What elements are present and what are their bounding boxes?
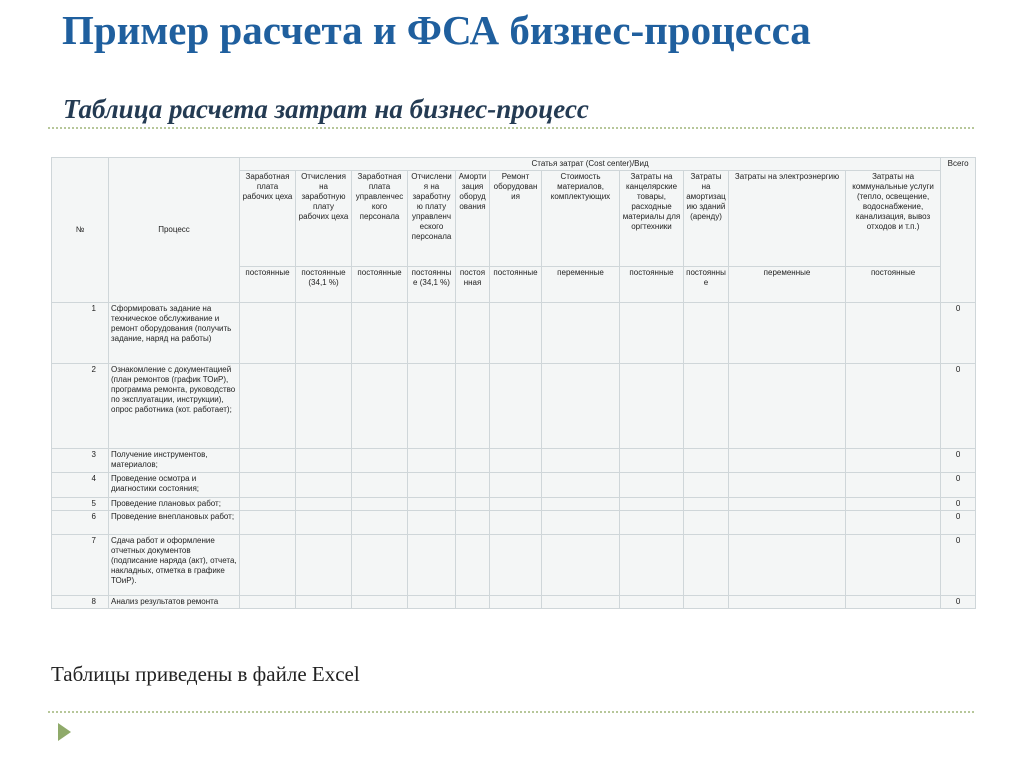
cost-cell [352,596,408,609]
cost-cell [352,473,408,498]
cost-cell [490,449,542,473]
row-process: Сдача работ и оформление отчетных документов (подписание наряда (акт), отчета, накладных, отметка в графике ТОиР). [109,535,240,596]
cost-cell [456,303,490,364]
cost-cell [408,303,456,364]
cost-cell [456,364,490,449]
cost-cell [729,364,846,449]
cost-cell [408,473,456,498]
cost-cell [490,364,542,449]
cost-cell [846,498,941,511]
cost-cell [620,511,684,535]
cost-column-type: постоянные [684,267,729,303]
cost-column-name: Затраты на электроэнергию [729,171,846,267]
cost-cell [240,364,296,449]
cost-cell [846,364,941,449]
row-total: 0 [941,596,976,609]
cost-cell [296,511,352,535]
row-total: 0 [941,364,976,449]
cost-cell [684,596,729,609]
row-number: 1 [52,303,109,364]
cost-cell [620,535,684,596]
cost-column-type: постоянные (34,1 %) [408,267,456,303]
table-row [52,511,976,535]
cost-column-name: Ремонт оборудования [490,171,542,267]
cost-cell [620,473,684,498]
cost-cell [684,303,729,364]
cost-cell [729,449,846,473]
cost-cell [542,473,620,498]
cost-column-name: Отчисления на заработную плату рабочих цеха [296,171,352,267]
cost-cell [240,498,296,511]
row-process: Сформировать задание на техническое обслуживание и ремонт оборудования (получить задание, наряд на работы) [109,303,240,364]
cost-cell [684,473,729,498]
cost-cell [296,303,352,364]
cost-column-type: постоянные (34,1 %) [296,267,352,303]
cost-cell [296,364,352,449]
header-num: № [52,158,109,303]
row-total: 0 [941,498,976,511]
cost-cell [620,303,684,364]
cost-cell [240,473,296,498]
row-number: 6 [52,511,109,535]
cost-cell [456,511,490,535]
cost-cell [620,596,684,609]
slide-title: Пример расчета и ФСА бизнес-процесса [62,7,811,53]
cost-cell [490,535,542,596]
cost-column-type: постоянные [240,267,296,303]
row-process: Ознакомление с документацией (план ремонтов (график ТОиР), программа ремонта, руководство по эксплуатации, инструкции), опрос работника (кот. работает); [109,364,240,449]
cost-cell [240,449,296,473]
table-row [52,473,976,498]
row-number: 2 [52,364,109,449]
cost-cell [542,449,620,473]
cost-cell [542,364,620,449]
cost-column-type: постоянные [490,267,542,303]
cost-cell [352,364,408,449]
cost-column-name: Заработная плата управленческого персонала [352,171,408,267]
cost-cell [240,535,296,596]
cost-cell [490,473,542,498]
row-number: 8 [52,596,109,609]
cost-cell [240,596,296,609]
cost-cell [456,596,490,609]
cost-cell [296,596,352,609]
row-total: 0 [941,473,976,498]
cost-cell [490,498,542,511]
cost-cell [296,449,352,473]
cost-cell [620,498,684,511]
cost-cell [542,498,620,511]
cost-cell [729,535,846,596]
cost-cell [542,535,620,596]
cost-cell [846,596,941,609]
header-row-group [52,158,976,171]
row-total: 0 [941,535,976,596]
cost-cell [846,535,941,596]
cost-column-name: Затраты на канцелярские товары, расходные материалы для оргтехники [620,171,684,267]
cost-cell [352,511,408,535]
cost-cell [352,449,408,473]
cost-cell [729,596,846,609]
row-process: Проведение плановых работ; [109,498,240,511]
cost-cell [408,449,456,473]
row-number: 7 [52,535,109,596]
cost-cell [352,303,408,364]
top-divider [48,127,974,129]
cost-cell [456,449,490,473]
bottom-divider [48,711,974,713]
table-row [52,498,976,511]
cost-cell [729,498,846,511]
cost-cell [542,596,620,609]
cost-table [51,157,976,609]
cost-column-type: переменные [729,267,846,303]
cost-cell [408,535,456,596]
cost-cell [296,535,352,596]
cost-cell [846,511,941,535]
cost-cell [456,498,490,511]
cost-cell [296,473,352,498]
table-row [52,303,976,364]
row-total: 0 [941,511,976,535]
cost-column-name: Затраты на коммунальные услуги (тепло, освещение, водоснабжение, канализация, вывоз отходов и т.п.) [846,171,941,267]
cost-cell [542,511,620,535]
cost-cell [408,596,456,609]
cost-column-type: постоянные [352,267,408,303]
table-row [52,364,976,449]
cost-cell [729,511,846,535]
cost-cell [296,498,352,511]
cost-cell [684,364,729,449]
cost-column-type: постоянные [846,267,941,303]
table-row [52,596,976,609]
table-row [52,449,976,473]
header-total: Всего [941,158,976,303]
cost-column-name: Заработная плата рабочих цеха [240,171,296,267]
cost-cell [408,511,456,535]
cost-column-type: постоянные [620,267,684,303]
cost-column-name: Затраты на амортизацию зданий (аренду) [684,171,729,267]
triangle-bullet-icon [58,723,71,741]
cost-cell [846,449,941,473]
row-number: 3 [52,449,109,473]
row-total: 0 [941,303,976,364]
cost-cell [456,473,490,498]
excel-note: Таблицы приведены в файле Excel [51,662,360,686]
cost-cell [490,303,542,364]
cost-cell [490,511,542,535]
cost-column-name: Стоимость материалов, комплектующих [542,171,620,267]
cost-cell [542,303,620,364]
cost-cell [620,364,684,449]
cost-cell [620,449,684,473]
cost-column-type: переменные [542,267,620,303]
cost-column-name: Отчисления на заработную плату управленческого персонала [408,171,456,267]
header-process: Процесс [109,158,240,303]
row-process: Проведение внеплановых работ; [109,511,240,535]
cost-cell [846,473,941,498]
cost-cell [729,473,846,498]
cost-cell [240,511,296,535]
cost-cell [456,535,490,596]
cost-cell [408,364,456,449]
cost-cell [352,535,408,596]
cost-cell [846,303,941,364]
cost-cell [684,449,729,473]
cost-column-name: Амортизация оборудования [456,171,490,267]
row-number: 5 [52,498,109,511]
row-process: Анализ результатов ремонта [109,596,240,609]
cost-cell [490,596,542,609]
slide-subtitle: Таблица расчета затрат на бизнес-процесс [63,94,589,124]
cost-cell [684,511,729,535]
table-row [52,535,976,596]
cost-cell [684,498,729,511]
cost-cell [729,303,846,364]
header-cost-group: Статья затрат (Cost center)/Вид [240,158,941,171]
row-number: 4 [52,473,109,498]
cost-cell [352,498,408,511]
cost-cell [684,535,729,596]
cost-cell [408,498,456,511]
row-process: Получение инструментов, материалов; [109,449,240,473]
row-process: Проведение осмотра и диагностики состояния; [109,473,240,498]
cost-column-type: постоянная [456,267,490,303]
cost-cell [240,303,296,364]
row-total: 0 [941,449,976,473]
